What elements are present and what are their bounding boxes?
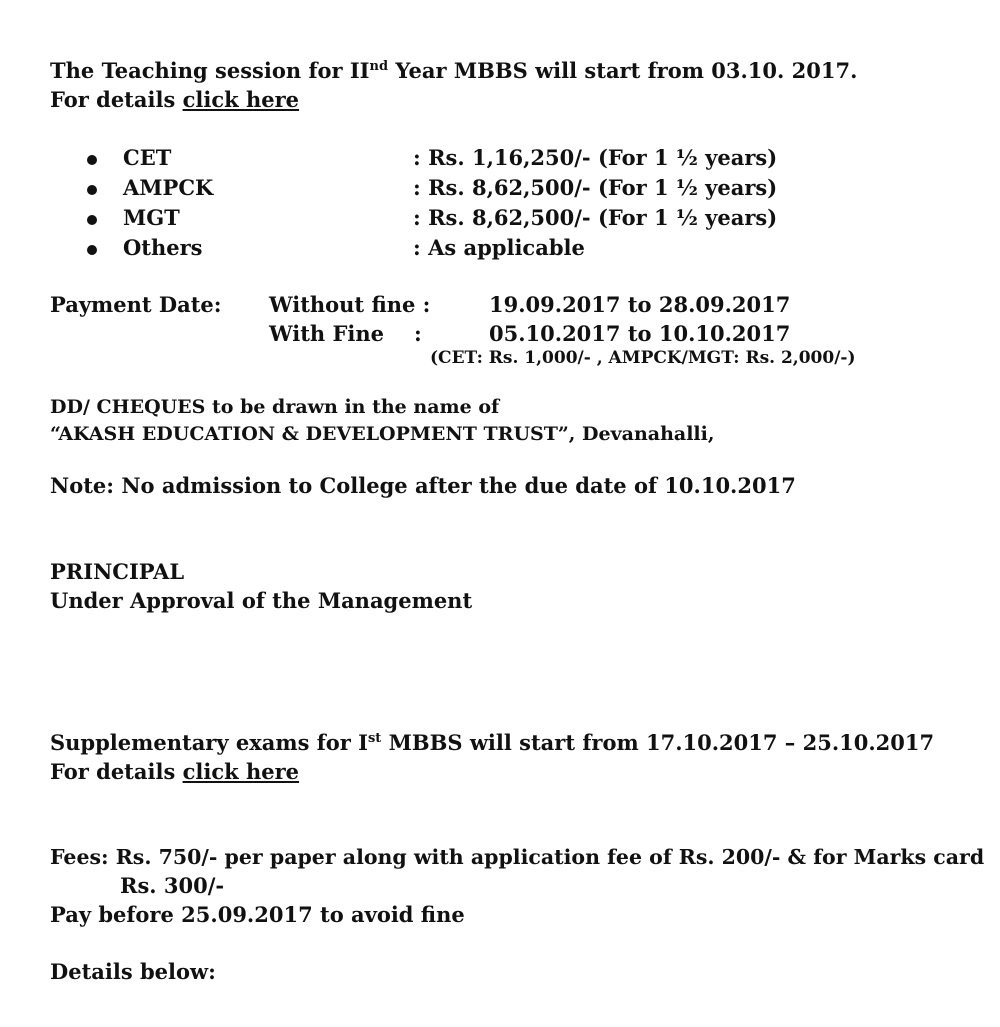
without-fine-dates: 19.09.2017 to 28.09.2017 [489,292,791,317]
fee-item-mgt [0,207,1000,233]
fee-label: AMPCK [123,175,214,200]
fee-label: MGT [123,205,180,230]
approval-subtitle: Under Approval of the Management [50,588,473,613]
supp-heading-text: Supplementary exams for I [50,730,368,755]
trust-name: “AKASH EDUCATION & DEVELOPMENT TRUST”, Devanahalli, [50,423,715,445]
pay-before-note: Pay before 25.09.2017 to avoid fine [50,902,465,927]
fee-value: : Rs. 8,62,500/- (For 1 ½ years) [413,205,778,230]
fee-value: : Rs. 1,16,250/- (For 1 ½ years) [413,145,778,170]
heading-text: The Teaching session for II [50,58,370,83]
dd-instruction: DD/ CHEQUES to be drawn in the name of [50,396,500,418]
supp-heading-superscript: st [367,731,382,746]
bullet-icon [87,185,97,195]
bullet-icon [87,155,97,165]
marks-card-fee: Rs. 300/- [120,873,225,898]
payment-date-title: Payment Date: [50,292,222,317]
with-fine-label: With Fine [269,321,384,346]
bullet-icon [87,245,97,255]
fee-value: : Rs. 8,62,500/- (For 1 ½ years) [413,175,778,200]
supp-fees-line: Fees: Rs. 750/- per paper along with application fee of Rs. 200/- & for Marks card [50,845,985,869]
heading-text-rest: Year MBBS will start from 03.10. 2017. [388,58,858,83]
without-fine-label: Without fine : [269,292,431,317]
click-here-link-2[interactable]: click here [182,759,300,784]
fine-amount-note: (CET: Rs. 1,000/- , AMPCK/MGT: Rs. 2,000/-) [430,348,856,368]
admission-note: Note: No admission to College after the due date of 10.10.2017 [50,473,796,498]
teaching-session-heading [50,60,857,81]
details-line-1 [50,89,299,110]
supp-heading-text-rest: MBBS will start from 17.10.2017 – 25.10.2017 [381,730,935,755]
fee-value: : As applicable [413,235,585,260]
principal-title: PRINCIPAL [50,559,185,584]
details-prefix: For details [50,87,183,112]
click-here-link-1[interactable]: click here [182,87,300,112]
fee-label: CET [123,145,172,170]
supplementary-heading [50,732,934,753]
fee-item-others [0,237,1000,263]
with-fine-colon: : [414,321,422,346]
fee-item-cet [0,147,1000,173]
bullet-icon [87,215,97,225]
details-prefix: For details [50,759,183,784]
heading-superscript: nd [369,59,389,74]
fee-label: Others [123,235,203,260]
with-fine-dates: 05.10.2017 to 10.10.2017 [489,321,791,346]
fee-item-ampck [0,177,1000,203]
details-below-label: Details below: [50,959,216,984]
details-line-2 [50,761,299,782]
